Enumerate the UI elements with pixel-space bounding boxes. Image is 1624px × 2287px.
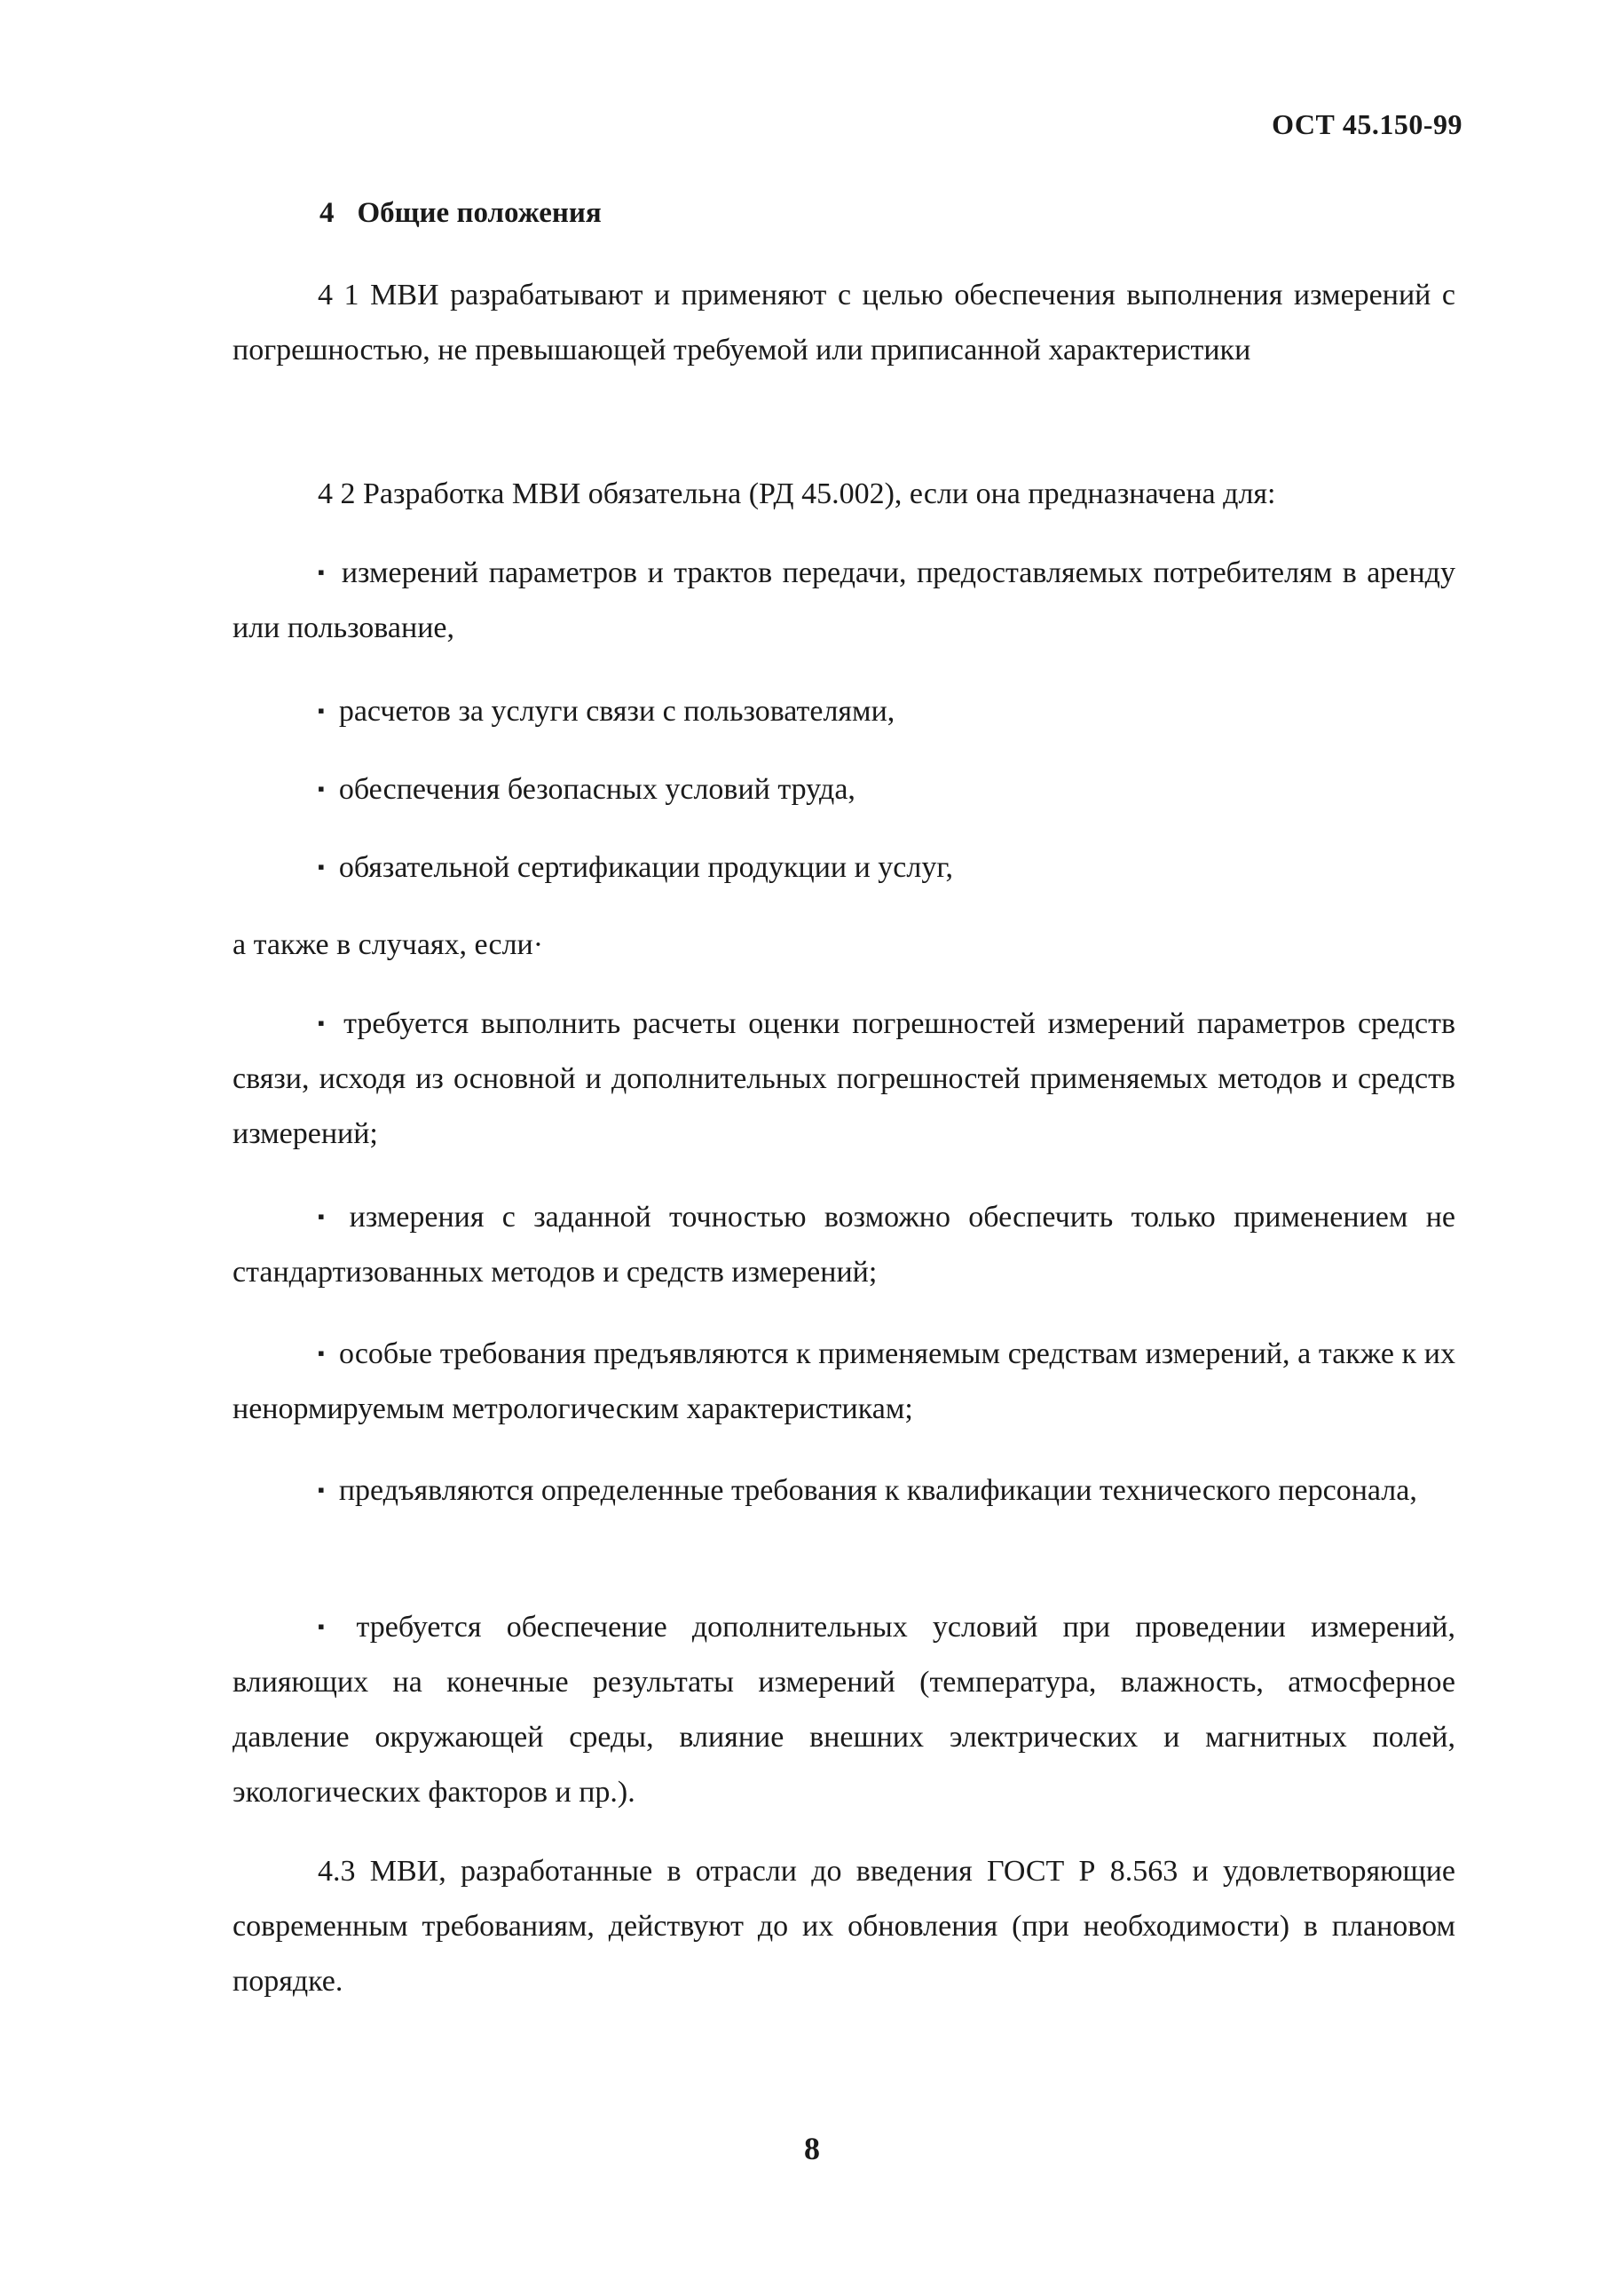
- bullet-icon: ▪: [318, 1012, 330, 1034]
- bullet-icon: ▪: [318, 777, 325, 800]
- list-item-text: расчетов за услуги связи с пользователями,: [338, 695, 895, 728]
- page-number: 8: [804, 2131, 820, 2166]
- section-title: Общие положения: [357, 197, 602, 229]
- bullet-icon: ▪: [318, 856, 325, 878]
- list-item: [233, 761, 1455, 817]
- list-item: [233, 545, 1455, 656]
- list-item: [233, 1189, 1455, 1300]
- list-item: [233, 996, 1455, 1162]
- list-item-text: измерения с заданной точностью возможно обеспечить только применением не стандартизованных методов и средств измерений;: [233, 1201, 1455, 1289]
- list-item: [233, 1599, 1455, 1820]
- also-cases-line: а также в случаях, если·: [233, 928, 544, 961]
- list-item: [233, 1326, 1455, 1437]
- list-item-text: особые требования предъявляются к применяемым средствам измерений, а также к их ненормируемым метрологическим характеристикам;: [233, 1337, 1455, 1425]
- bullet-icon: ▪: [318, 699, 325, 722]
- list-item: [233, 1463, 1455, 1518]
- list-item-text: обязательной сертификации продукции и услуг,: [338, 851, 953, 884]
- section-number: 4: [319, 197, 335, 229]
- list-item-text: предъявляются определенные требования к квалификации технического персонала,: [338, 1474, 1417, 1507]
- bullet-icon: ▪: [318, 561, 327, 583]
- bullet-icon: ▪: [318, 1479, 325, 1501]
- bullet-icon: ▪: [318, 1205, 335, 1227]
- section-heading: [319, 197, 602, 230]
- list-item-text: обеспечения безопасных условий труда,: [338, 773, 855, 806]
- paragraph-4-3: 4.3 МВИ, разработанные в отрасли до введения ГОСТ Р 8.563 и удовлетворяющие современным требованиям, действуют до их обновления (при необходимости) в плановом порядке.: [233, 1855, 1455, 1998]
- bullet-icon: ▪: [318, 1342, 325, 1364]
- list-item: [233, 840, 1455, 895]
- list-item-text: требуется выполнить расчеты оценки погрешностей измерений параметров средств связи, исходя из основной и дополнительных погрешностей применяемых методов и средств измерений;: [233, 1007, 1455, 1150]
- document-code: ОСТ 45.150-99: [1272, 108, 1462, 140]
- paragraph-4-2: 4 2 Разработка МВИ обязательна (РД 45.002), если она предназначена для:: [318, 477, 1276, 510]
- list-item-text: измерений параметров и трактов передачи, предоставляемых потребителям в аренду или пользование,: [233, 556, 1455, 644]
- list-item: [233, 683, 1455, 739]
- bullet-icon: ▪: [318, 1615, 343, 1637]
- paragraph-4-1: 4 1 МВИ разрабатывают и применяют с целью обеспечения выполнения измерений с погрешностью, не превышающей требуемой или приписанной характеристики: [233, 279, 1455, 367]
- list-item-text: требуется обеспечение дополнительных условий при проведении измерений, влияющих на конечные результаты измерений (температура, влажность, атмосферное давление окружающей среды, влияние внешних электрических и магнитных полей, экологических факторов и пр.).: [233, 1611, 1455, 1809]
